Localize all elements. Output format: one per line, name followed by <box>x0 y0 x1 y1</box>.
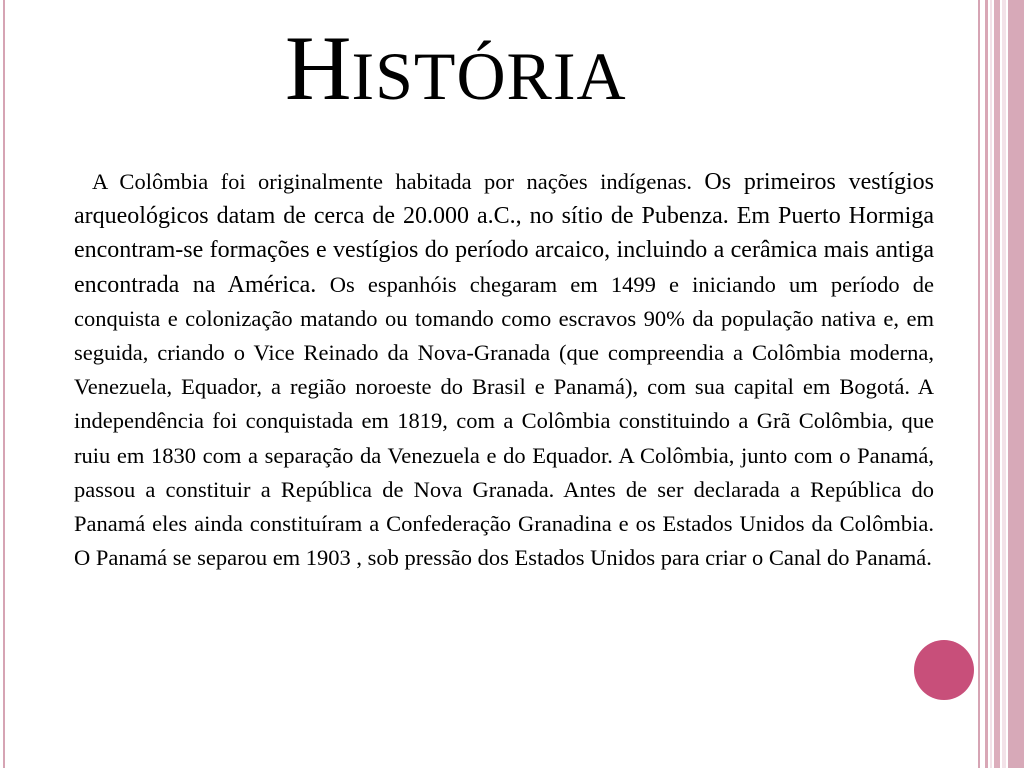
body-paragraph <box>74 165 934 575</box>
paragraph-part-3: Os espanhóis chegaram em 1499 e iniciando um período de conquista e colonização matando ou tomando como escravos 90% da população nativa e, em seguida, criando o Vice Reinado da Nova-Granada (que compreendia a Colômbia moderna, Venezuela, Equador, a região noroeste do Brasil e Panamá), com sua capital em Bogotá. A independência foi conquistada em 1819, com a Colômbia constituindo a Grã Colômbia, que ruiu em 1830 com a separação da Venezuela e do Equador. A Colômbia, junto com o Panamá, passou a constituir a República de Nova Granada. Antes de ser declarada a República do Panamá eles ainda constituíram a Confederação Granadina e os Estados Unidos da Colômbia. O Panamá se separou em 1903 , sob pressão dos Estados Unidos para criar o Canal do Panamá. <box>74 271 934 571</box>
right-stripe <box>978 0 980 768</box>
right-stripe <box>1002 0 1006 768</box>
right-stripe <box>985 0 988 768</box>
right-stripe <box>994 0 1000 768</box>
left-border-line <box>3 0 5 768</box>
title-initial: H <box>285 17 352 119</box>
title-rest: ISTÓRIA <box>351 38 627 114</box>
slide-title <box>285 17 627 122</box>
paragraph-part-1: A Colômbia foi originalmente habitada por nações indígenas. <box>92 169 705 194</box>
paragraph-part-2: Os primeiros vestígios arqueológicos datam de cerca de 20.000 a.C., no sítio de Pubenza. Em Puerto Hormiga encontram-se formações e vestígios do período arcaico, incluindo a cerâmica mais antiga encontrada na América. <box>74 169 934 298</box>
right-stripe <box>1008 0 1024 768</box>
decorative-circle <box>914 640 974 700</box>
right-stripe <box>990 0 992 768</box>
